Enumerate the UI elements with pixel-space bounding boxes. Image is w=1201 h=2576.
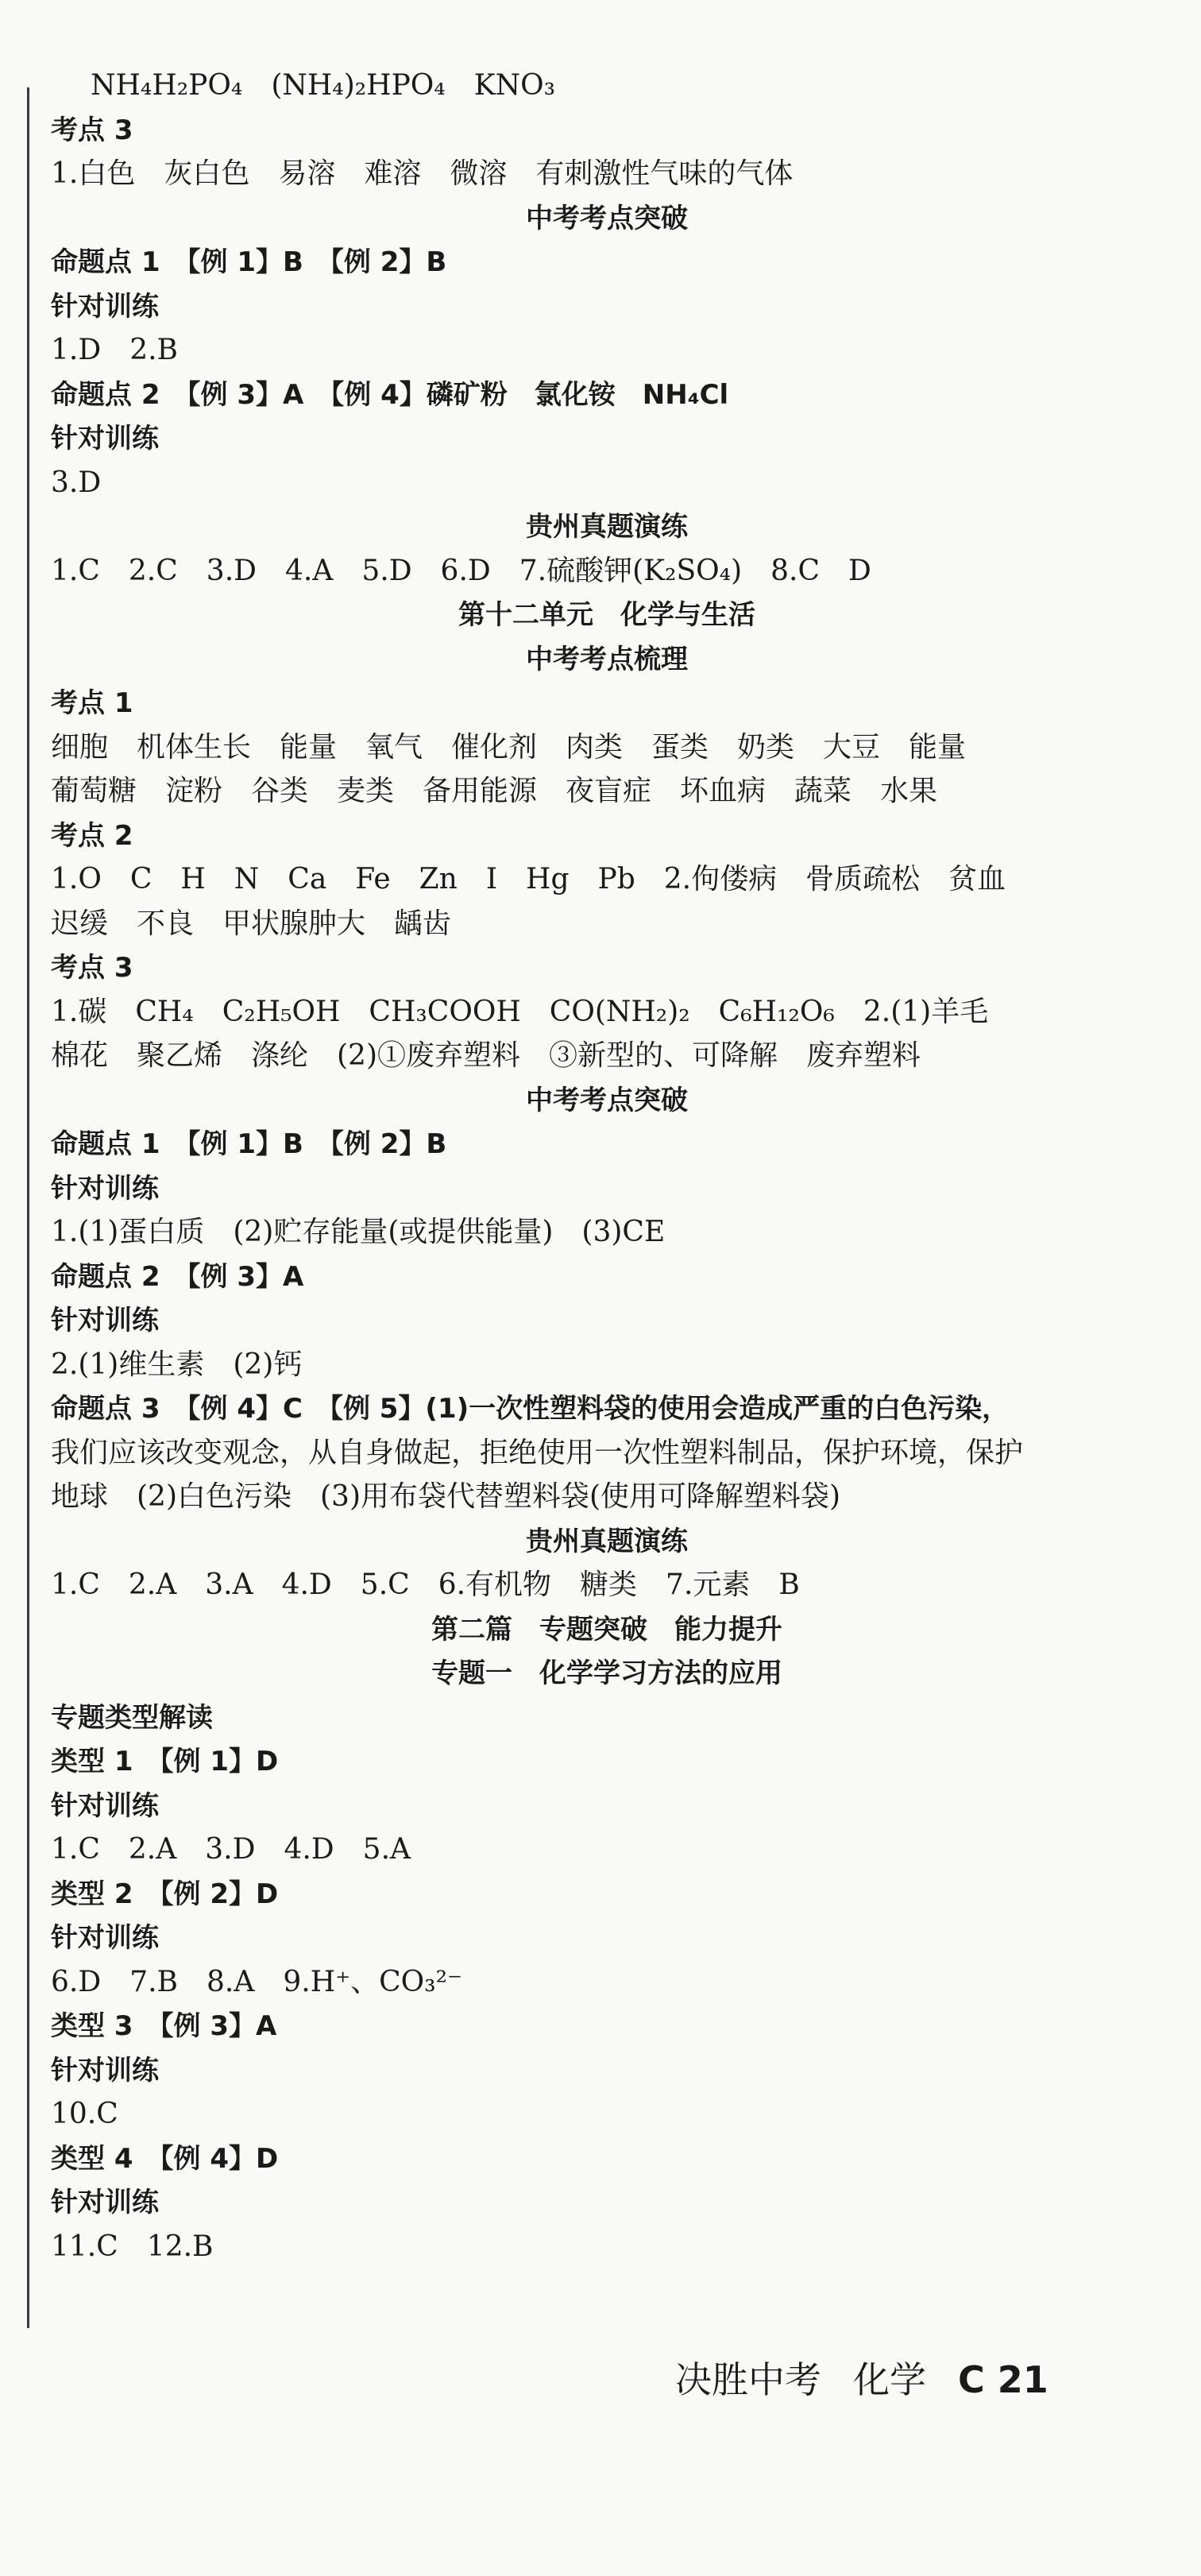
subsection-label: 考点 3 xyxy=(51,114,133,146)
footer-page-code: C 21 xyxy=(958,2358,1048,2401)
answer-line: 2.(1)维生素 (2)钙 xyxy=(51,1348,303,1381)
answer-line: 6.D 7.B 8.A 9.H⁺、CO₃²⁻ xyxy=(51,1965,463,1998)
answer-line: 1.白色 灰白色 易溶 难溶 微溶 有刺激性气味的气体 xyxy=(51,157,794,190)
answer-line: 细胞 机体生长 能量 氧气 催化剂 肉类 蛋类 奶类 大豆 能量 xyxy=(51,730,967,764)
section-heading: 专题一 化学学习方法的应用 xyxy=(431,1657,782,1689)
answer-line: 葡萄糖 淀粉 谷类 麦类 备用能源 夜盲症 坏血病 蔬菜 水果 xyxy=(51,775,938,807)
section-heading: 贵州真题演练 xyxy=(526,1525,688,1557)
subsection-label: 命题点 2 【例 3】A xyxy=(51,1260,304,1293)
subsection-label: 命题点 1 【例 1】B 【例 2】B xyxy=(51,1128,447,1160)
answer-line: 1.C 2.C 3.D 4.A 5.D 6.D 7.硫酸钾(K₂SO₄) 8.C D xyxy=(51,554,871,587)
answer-line: 地球 (2)白色污染 (3)用布袋代替塑料袋(使用可降解塑料袋) xyxy=(51,1480,841,1513)
section-heading: 贵州真题演练 xyxy=(526,511,688,543)
answer-line: 1.C 2.A 3.A 4.D 5.C 6.有机物 糖类 7.元素 B xyxy=(51,1568,800,1601)
section-heading: 中考考点梳理 xyxy=(526,643,688,675)
subsection-label: 命题点 2 【例 3】A 【例 4】磷矿粉 氯化铵 NH₄Cl xyxy=(51,378,729,411)
subsection-label: 类型 4 【例 4】D xyxy=(51,2142,279,2175)
section-heading: 中考考点突破 xyxy=(526,202,688,234)
subsection-label: 针对训练 xyxy=(51,1922,159,1954)
subsection-label: 考点 1 xyxy=(51,687,133,719)
subsection-label: 针对训练 xyxy=(51,1305,159,1336)
answer-line: 1.(1)蛋白质 (2)贮存能量(或提供能量) (3)CE xyxy=(51,1216,666,1248)
answer-line: NH₄H₂PO₄ (NH₄)₂HPO₄ KNO₃ xyxy=(91,69,556,102)
answer-line: 迟缓 不良 甲状腺肿大 龋齿 xyxy=(51,907,452,940)
subsection-label: 考点 3 xyxy=(51,952,133,984)
answer-line: 10.C xyxy=(51,2098,118,2130)
subsection-label: 类型 1 【例 1】D xyxy=(51,1746,279,1777)
answer-line: 我们应该改变观念，从自身做起，拒绝使用一次性塑料制品，保护环境，保护 xyxy=(51,1436,1024,1469)
answer-line: 棉花 聚乙烯 涤纶 (2)①废弃塑料 ③新型的、可降解 废弃塑料 xyxy=(51,1039,921,1072)
subsection-label: 类型 2 【例 2】D xyxy=(51,1878,279,1910)
footer-book-title: 决胜中考 xyxy=(675,2358,821,2401)
page-footer xyxy=(675,2352,1152,2408)
section-heading: 中考考点突破 xyxy=(526,1084,688,1116)
section-heading: 第十二单元 化学与生活 xyxy=(458,599,755,631)
subsection-label: 命题点 3 【例 4】C 【例 5】(1)一次性塑料袋的使用会造成严重的白色污染， xyxy=(51,1393,1010,1425)
subsection-label: 针对训练 xyxy=(51,290,159,323)
footer-subject: 化学 xyxy=(853,2358,926,2401)
left-margin-rule xyxy=(27,87,29,2328)
subsection-label: 针对训练 xyxy=(51,1789,159,1822)
subsection-label: 针对训练 xyxy=(51,2054,159,2087)
subsection-label: 命题点 1 【例 1】B 【例 2】B xyxy=(51,246,447,278)
subsection-label: 类型 3 【例 3】A xyxy=(51,2010,277,2042)
subsection-label: 针对训练 xyxy=(51,423,159,454)
answer-line: 3.D xyxy=(51,466,102,499)
subsection-label: 考点 2 xyxy=(51,819,133,852)
subsection-label: 针对训练 xyxy=(51,1172,159,1205)
answer-line: 1.C 2.A 3.D 4.D 5.A xyxy=(51,1833,411,1866)
subsection-label: 针对训练 xyxy=(51,2187,159,2218)
answer-line: 1.D 2.B xyxy=(51,334,179,366)
subsection-label: 专题类型解读 xyxy=(51,1701,213,1734)
answer-line: 1.碳 CH₄ C₂H₅OH CH₃COOH CO(NH₂)₂ C₆H₁₂O₆ 2.(1)羊毛 xyxy=(51,995,989,1028)
section-heading: 第二篇 专题突破 能力提升 xyxy=(431,1613,782,1646)
answer-line: 11.C 12.B xyxy=(51,2230,214,2263)
answer-line: 1.O C H N Ca Fe Zn I Hg Pb 2.佝偻病 骨质疏松 贫血 xyxy=(51,863,1006,895)
